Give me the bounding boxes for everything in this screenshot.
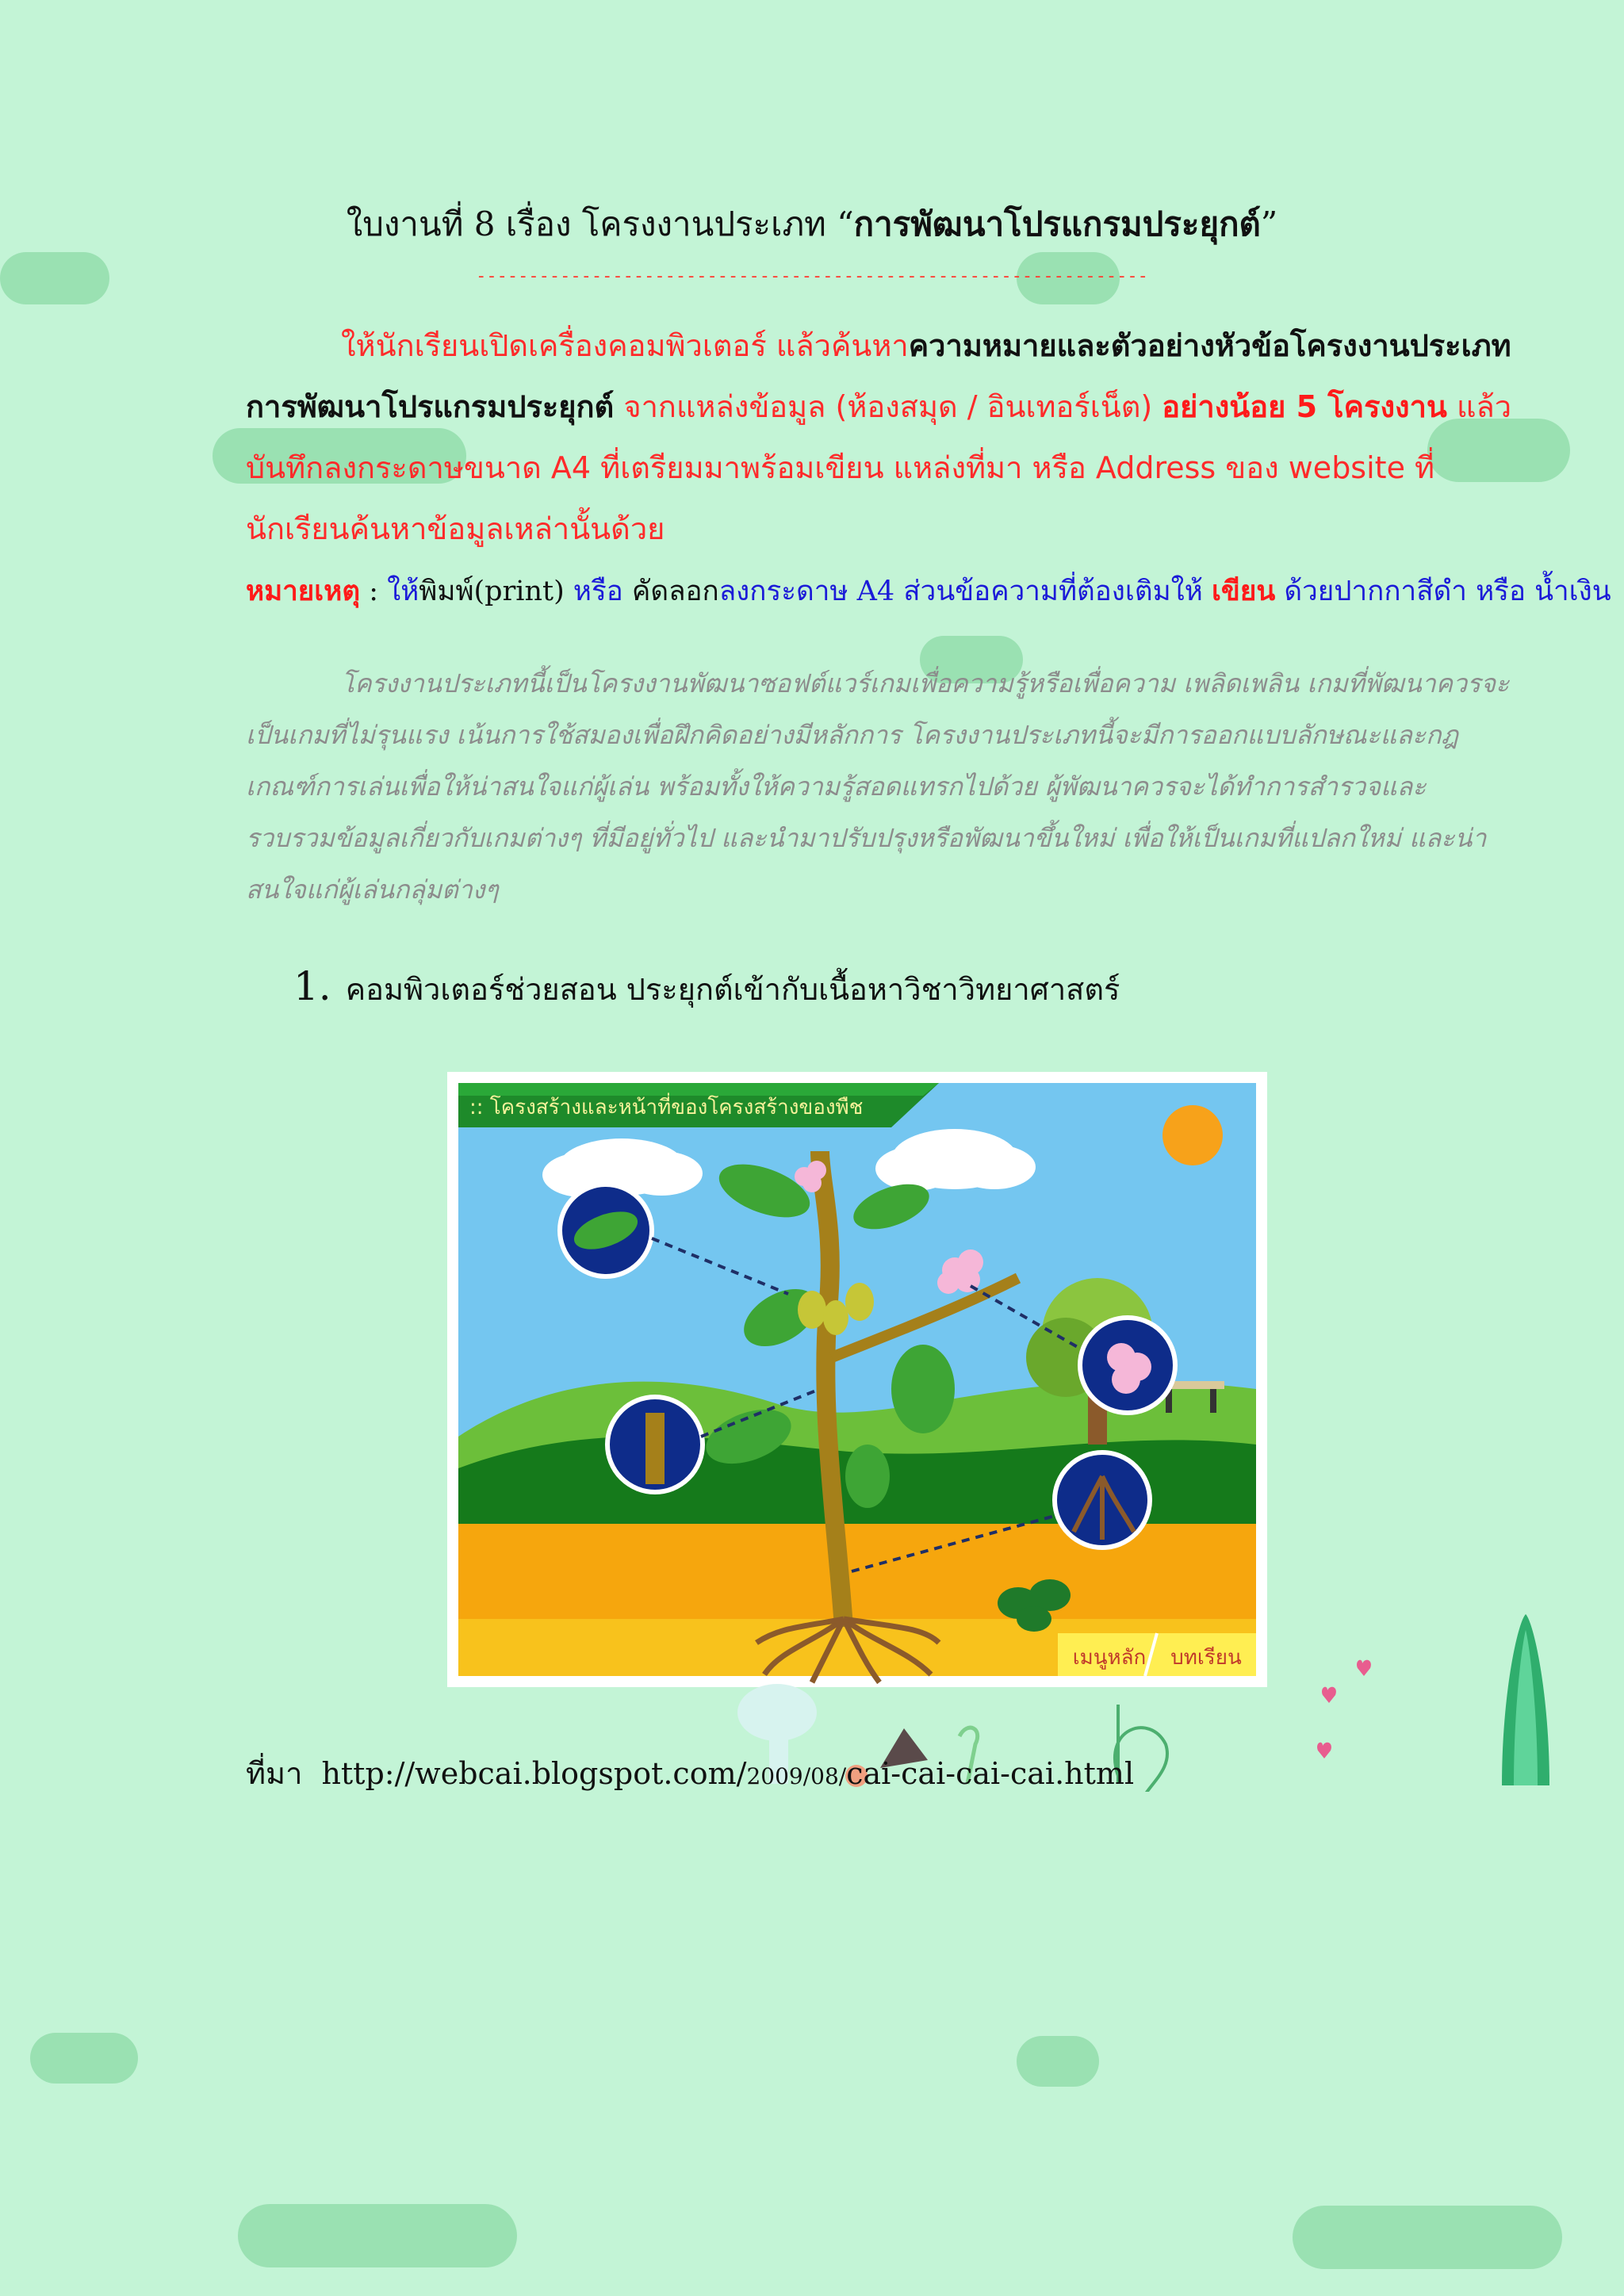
instructions-bold1: ความหมายและตัวอย่างหัวข้อโครงงานประเภทการพัฒนาโปรแกรมประยุกต์ xyxy=(246,328,1511,424)
title-suffix: ” xyxy=(1260,205,1278,243)
decor-blob xyxy=(1017,2036,1099,2087)
note-t7: ด้วยปากกาสีดำ หรือ น้ำเงิน xyxy=(1275,576,1611,607)
source-url-part-c: cai-cai-cai-cai.html xyxy=(846,1756,1135,1791)
description-text: โครงงานประเภทนี้เป็นโครงงานพัฒนาซอฟต์แวร์เกมเพื่อความรู้หรือเพื่อความ เพลิดเพลิน เกมที่พัฒนาควรจะเป็นเกมที่ไม่รุนแรง เน้นการใช้สมองเพื่อฝึกคิดอย่างมีหลักการ โครงงานประเภทนี้จะมีการออกแบบลักษณะและกฎเกณฑ์การเล่นเพื่อให้น่าสนใจแก่ผู้เล่น พร้อมทั้งให้ความรู้สอดแทรกไปด้วย ผู้พัฒนาควรจะได้ทำการสำรวจและรวบรวมข้อมูลเกี่ยวกับเกมต่างๆ ที่มีอยู่ทั่วไป และนำมาปรับปรุงหรือพัฒนาขึ้นใหม่ เพื่อให้เป็นเกมที่แปลกใหม่ และน่าสนใจแก่ผู้เล่นกลุ่มต่างๆ xyxy=(246,668,1510,905)
source-url-part-b: 2009/08/ xyxy=(746,1763,847,1789)
lesson-button[interactable]: บทเรียน xyxy=(1170,1646,1242,1670)
figure-banner-text: :: โครงสร้างและหน้าที่ของโครงสร้างของพืช xyxy=(469,1096,864,1119)
title-divider: ---------------------------------------------------------------- xyxy=(476,266,1148,286)
description-paragraph xyxy=(246,658,1515,916)
decor-blob xyxy=(238,2204,517,2267)
note-label: หมายเหตุ xyxy=(246,575,361,607)
note-t1: ให้ xyxy=(387,576,419,607)
hearts-decoration xyxy=(1316,1655,1380,1766)
plant-illustration xyxy=(447,1072,1267,1687)
page-title xyxy=(0,198,1624,251)
plant-structure-figure xyxy=(447,1072,1267,1687)
source-label: ที่มา xyxy=(246,1756,303,1791)
instructions xyxy=(246,316,1515,560)
source-url-part-a: http://webcai.blogspot.com/ xyxy=(321,1756,747,1791)
note-t3: หรือ xyxy=(564,576,632,607)
list-item xyxy=(293,963,1120,1013)
item-text: คอมพิวเตอร์ช่วยสอน ประยุกต์เข้ากับเนื้อหาวิชาวิทยาศาสตร์ xyxy=(345,972,1120,1007)
sun-icon xyxy=(1162,1105,1223,1165)
note-t6: เขียน xyxy=(1211,575,1276,607)
note-t5: ลงกระดาษ A4 ส่วนข้อความที่ต้องเติมให้ xyxy=(718,576,1212,607)
instructions-part2: จากแหล่งข้อมูล (ห้องสมุด / อินเทอร์เน็ต) xyxy=(614,389,1162,424)
instructions-part3: แล้วบันทึกลงกระดาษขนาด A4 ที่เตรียมมาพร้อมเขียน แหล่งที่มา หรือ Address ของ website ที่นักเรียนค้นหาข้อมูลเหล่านั้นด้วย xyxy=(246,389,1512,546)
note-t4: คัดลอก xyxy=(631,576,719,607)
instructions-part1: ให้นักเรียนเปิดเครื่องคอมพิวเตอร์ แล้วค้นหา xyxy=(341,328,909,363)
decor-blob xyxy=(30,2033,138,2084)
note-colon: : xyxy=(360,576,388,607)
item-number: 1. xyxy=(293,963,331,1009)
menu-button[interactable]: เมนูหลัก xyxy=(1072,1646,1147,1670)
note xyxy=(246,569,1611,613)
note-t2: พิมพ์(print) xyxy=(419,576,565,607)
decor-blob xyxy=(1293,2206,1562,2269)
title-prefix: ใบงานที่ 8 เรื่อง โครงงานประเภท “ xyxy=(346,205,854,243)
title-bold: การพัฒนาโปรแกรมประยุกต์ xyxy=(853,205,1261,243)
grass-decoration xyxy=(1494,1614,1557,1785)
source-line xyxy=(246,1749,1134,1797)
instructions-bold2: อย่างน้อย 5 โครงงาน xyxy=(1162,389,1447,424)
